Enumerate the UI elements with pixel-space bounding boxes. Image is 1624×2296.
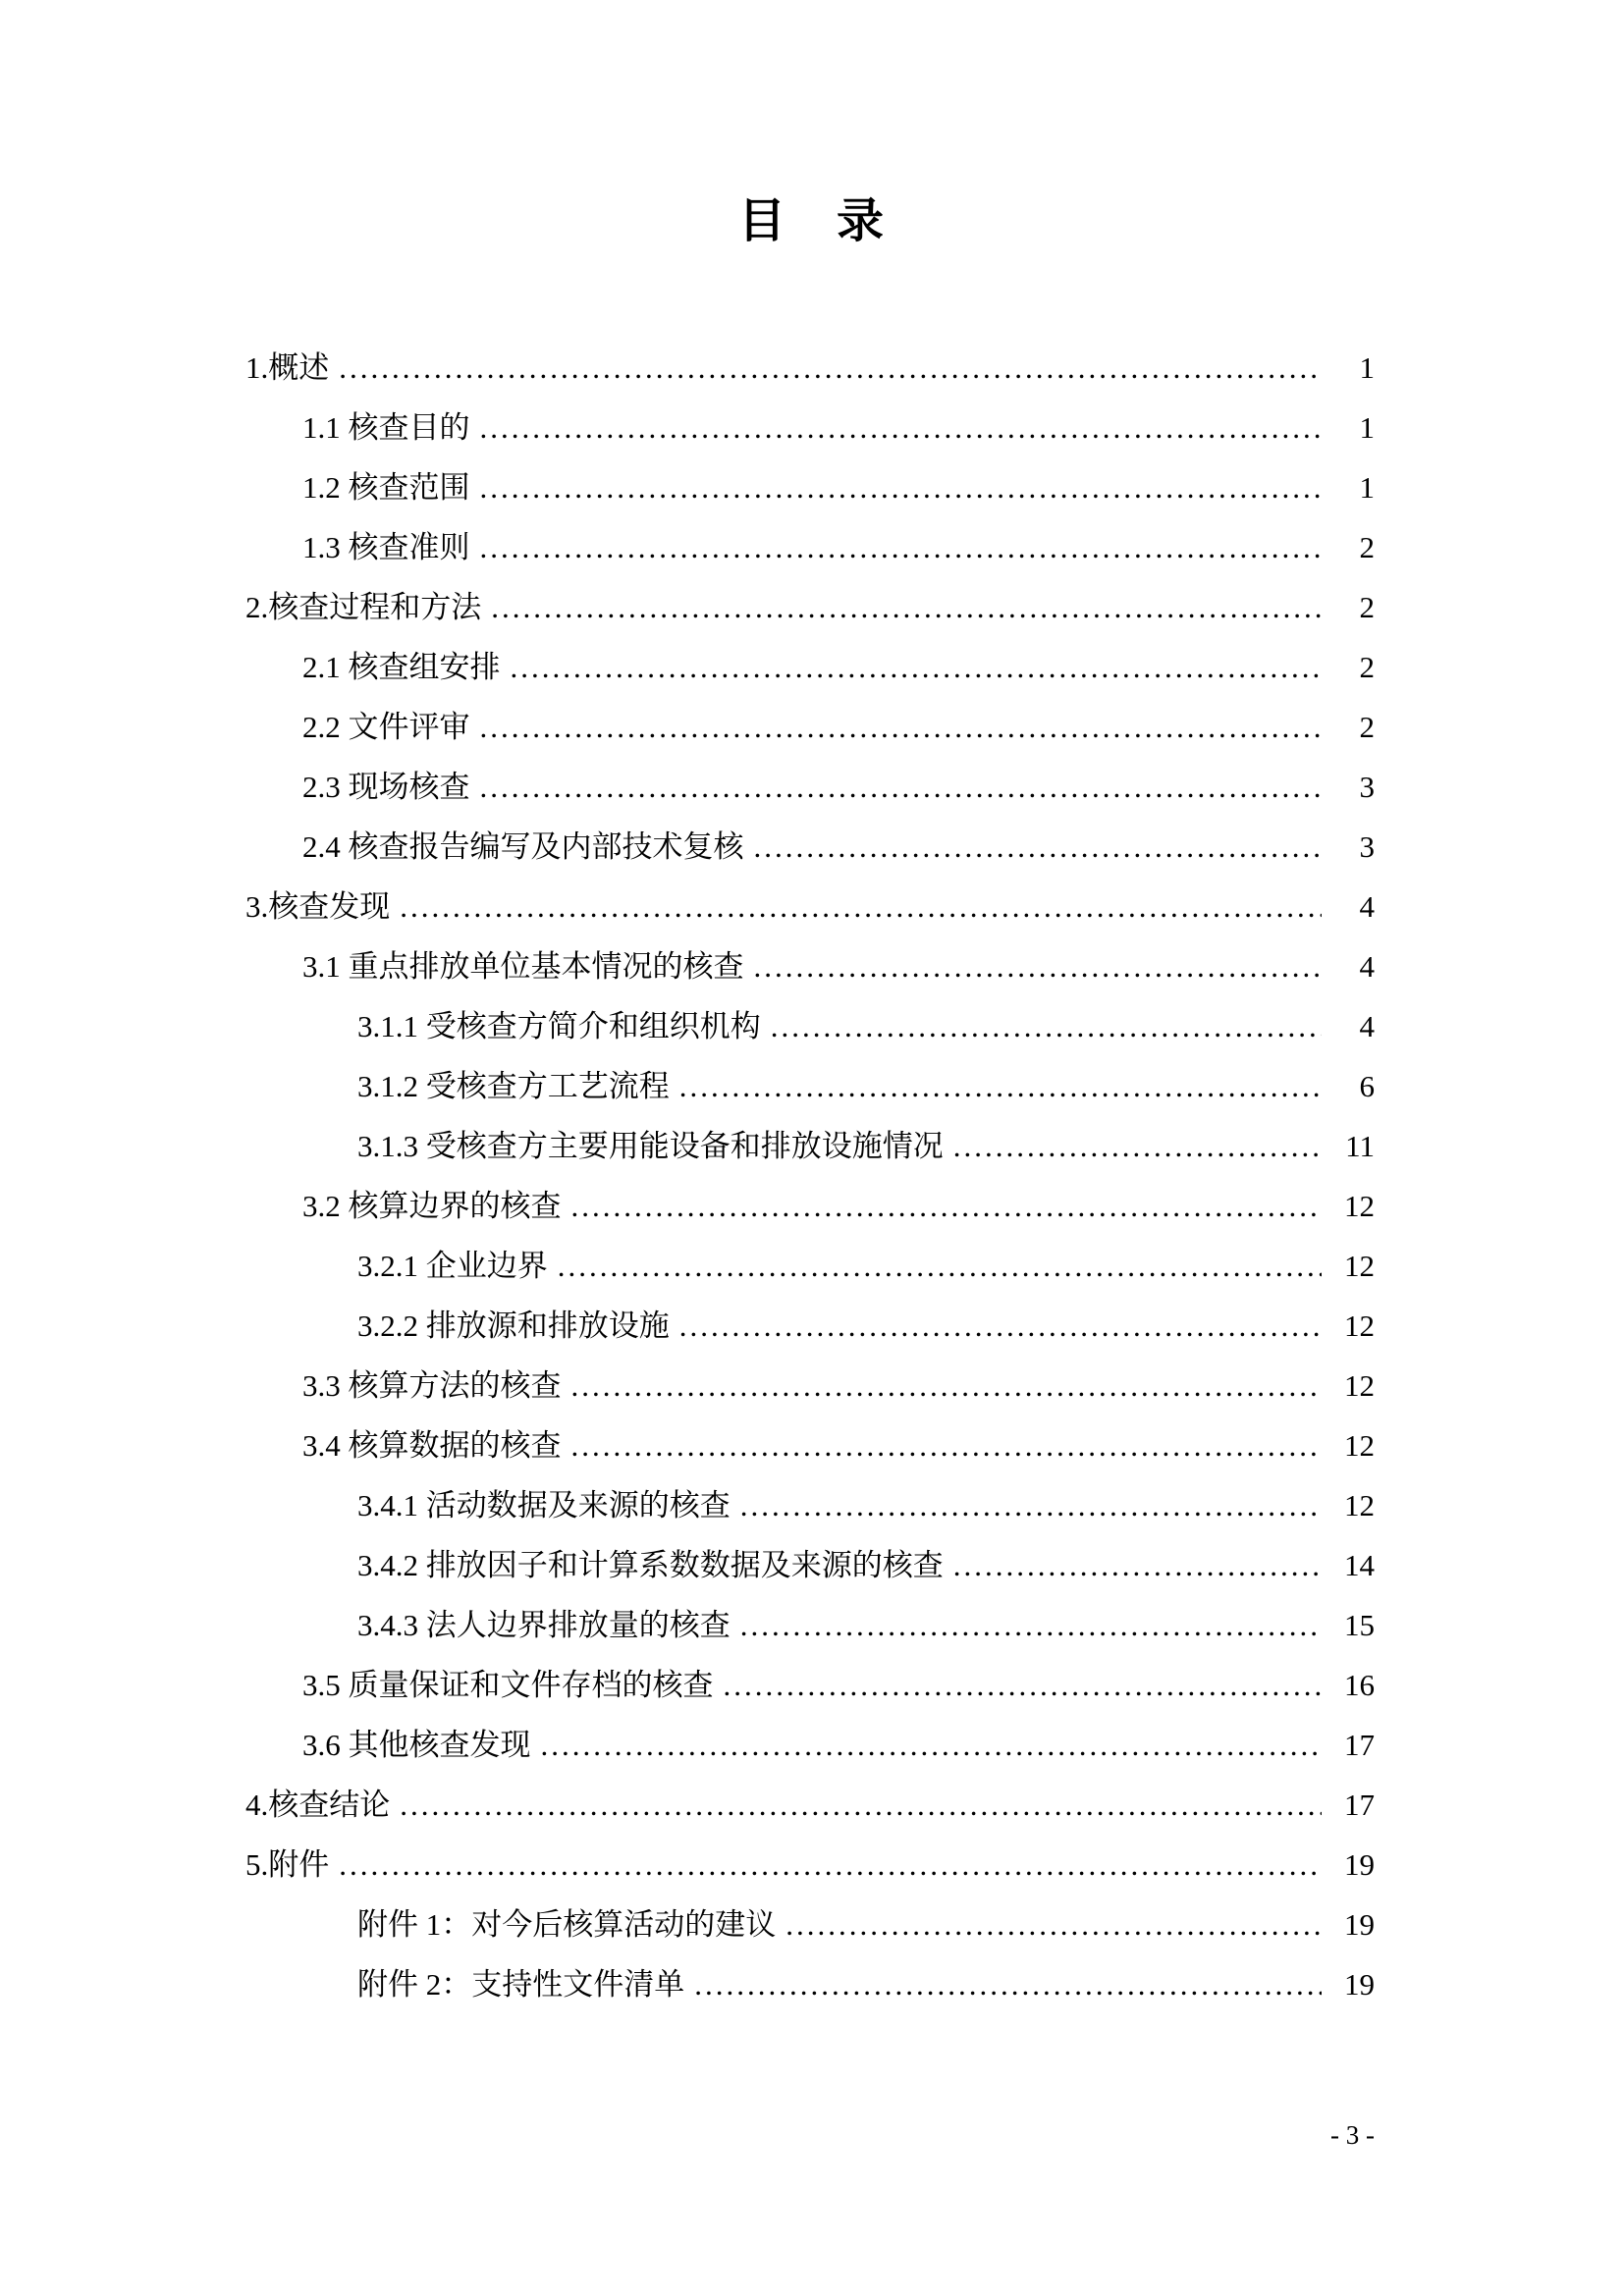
- dot-leader: [771, 996, 1322, 1062]
- page-title: 目 录: [737, 195, 886, 247]
- toc-entry-page: 12: [1344, 1368, 1375, 1403]
- toc-entry[interactable]: [245, 1116, 1375, 1176]
- toc-entry-text: 1.2 核查范围: [302, 470, 470, 505]
- toc-entry[interactable]: [245, 1715, 1375, 1775]
- toc-entry-text: 2.4 核查报告编写及内部技术复核: [302, 829, 744, 864]
- toc-entry-text: 3.1 重点排放单位基本情况的核查: [302, 949, 744, 984]
- toc-entry[interactable]: [245, 1954, 1375, 2014]
- toc-entry-page: 4: [1359, 889, 1375, 924]
- toc-entry[interactable]: [245, 398, 1375, 457]
- toc-entry[interactable]: [245, 697, 1375, 757]
- toc-entry-page: 19: [1344, 1847, 1375, 1882]
- toc-entry-page: 17: [1344, 1728, 1375, 1762]
- dot-leader: [724, 1655, 1323, 1721]
- toc-entry-text: 1.3 核查准则: [302, 530, 470, 564]
- toc-entry-page: 15: [1344, 1608, 1375, 1642]
- toc-entry-page: 19: [1344, 1907, 1375, 1942]
- toc-entry[interactable]: [245, 517, 1375, 577]
- toc-entry-page: 2: [1359, 710, 1375, 744]
- dot-leader: [480, 517, 1323, 583]
- dot-leader: [480, 697, 1323, 763]
- toc-entry-text: 3.3 核算方法的核查: [302, 1368, 562, 1403]
- toc-entry-page: 4: [1359, 1009, 1375, 1043]
- toc-entry-text: 1.1 核查目的: [302, 410, 470, 445]
- toc-list: [245, 338, 1375, 2014]
- dot-leader: [694, 1954, 1322, 2020]
- dot-leader: [679, 1056, 1322, 1122]
- toc-entry-text: 2.3 现场核查: [302, 770, 470, 804]
- toc-entry-text: 3.4.1 活动数据及来源的核查: [357, 1488, 731, 1522]
- toc-entry-text: 3.4.2 排放因子和计算系数数据及来源的核查: [357, 1548, 944, 1582]
- toc-entry-page: 2: [1359, 590, 1375, 624]
- toc-entry[interactable]: [245, 1535, 1375, 1595]
- toc-entry-page: 19: [1344, 1967, 1375, 2002]
- dot-leader: [571, 1415, 1323, 1481]
- toc-entry-text: 2.1 核查组安排: [302, 650, 501, 684]
- dot-leader: [339, 1835, 1322, 1900]
- toc-entry-page: 12: [1344, 1308, 1375, 1343]
- toc-entry-page: 4: [1359, 949, 1375, 984]
- toc-entry-page: 6: [1359, 1069, 1375, 1103]
- toc-entry[interactable]: [245, 1176, 1375, 1236]
- toc-entry[interactable]: [245, 338, 1375, 398]
- dot-leader: [558, 1236, 1322, 1302]
- toc-entry[interactable]: [245, 1835, 1375, 1895]
- dot-leader: [480, 457, 1323, 523]
- toc-entry-page: 12: [1344, 1428, 1375, 1463]
- toc-entry-page: 17: [1344, 1788, 1375, 1822]
- toc-entry-page: 11: [1345, 1129, 1375, 1163]
- toc-entry-page: 12: [1344, 1189, 1375, 1223]
- toc-entry-text: 5.附件: [245, 1847, 330, 1882]
- toc-entry-page: 16: [1344, 1668, 1375, 1702]
- toc-entry-text: 3.1.2 受核查方工艺流程: [357, 1069, 670, 1103]
- dot-leader: [953, 1535, 1322, 1601]
- dot-leader: [571, 1356, 1323, 1421]
- toc-entry-text: 3.1.3 受核查方主要用能设备和排放设施情况: [357, 1129, 944, 1163]
- toc-entry[interactable]: [245, 1415, 1375, 1475]
- toc-entry-text: 3.1.1 受核查方简介和组织机构: [357, 1009, 761, 1043]
- toc-entry-page: 12: [1344, 1488, 1375, 1522]
- toc-entry[interactable]: [245, 817, 1375, 877]
- toc-entry-text: 2.2 文件评审: [302, 710, 470, 744]
- toc-entry-text: 1.概述: [245, 350, 330, 385]
- toc-entry-text: 3.5 质量保证和文件存档的核查: [302, 1668, 714, 1702]
- dot-leader: [400, 877, 1322, 942]
- dot-leader: [511, 637, 1323, 703]
- toc-entry-text: 附件 2：支持性文件清单: [357, 1967, 685, 2002]
- dot-leader: [339, 338, 1322, 403]
- dot-leader: [541, 1715, 1323, 1781]
- page-number: - 3 -: [1330, 2120, 1375, 2150]
- toc-entry-text: 附件 1：对今后核算活动的建议: [357, 1907, 777, 1942]
- toc-entry-text: 3.核查发现: [245, 889, 391, 924]
- toc-entry[interactable]: [245, 457, 1375, 517]
- dot-leader: [400, 1775, 1322, 1841]
- toc-entry-text: 3.6 其他核查发现: [302, 1728, 531, 1762]
- toc-entry[interactable]: [245, 1296, 1375, 1356]
- dot-leader: [491, 577, 1322, 643]
- toc-entry[interactable]: [245, 577, 1375, 637]
- toc-entry-page: 1: [1359, 410, 1375, 445]
- page-footer: [1330, 2120, 1375, 2151]
- toc-entry[interactable]: [245, 1595, 1375, 1655]
- dot-leader: [740, 1475, 1322, 1541]
- dot-leader: [785, 1895, 1322, 1960]
- dot-leader: [679, 1296, 1322, 1362]
- toc-entry-text: 3.2.2 排放源和排放设施: [357, 1308, 670, 1343]
- dot-leader: [953, 1116, 1322, 1182]
- toc-entry-page: 14: [1344, 1548, 1375, 1582]
- toc-entry[interactable]: [245, 637, 1375, 697]
- dot-leader: [740, 1595, 1322, 1661]
- toc-entry-text: 4.核查结论: [245, 1788, 391, 1822]
- toc-entry-page: 1: [1359, 470, 1375, 505]
- dot-leader: [571, 1176, 1323, 1242]
- toc-entry-page: 1: [1359, 350, 1375, 385]
- toc-entry[interactable]: [245, 1775, 1375, 1835]
- dot-leader: [754, 936, 1323, 1002]
- toc-entry-page: 2: [1359, 530, 1375, 564]
- toc-entry-text: 3.4.3 法人边界排放量的核查: [357, 1608, 731, 1642]
- toc-entry[interactable]: [245, 1895, 1375, 1954]
- toc-entry-page: 2: [1359, 650, 1375, 684]
- toc-entry-text: 2.核查过程和方法: [245, 590, 482, 624]
- dot-leader: [754, 817, 1323, 882]
- toc-entry-page: 3: [1359, 829, 1375, 864]
- toc-entry[interactable]: [245, 996, 1375, 1056]
- toc-entry[interactable]: [245, 1655, 1375, 1715]
- dot-leader: [480, 757, 1323, 823]
- toc-entry[interactable]: [245, 877, 1375, 936]
- toc-entry-page: 12: [1344, 1249, 1375, 1283]
- toc-entry[interactable]: [245, 936, 1375, 996]
- toc-entry[interactable]: [245, 757, 1375, 817]
- toc-entry[interactable]: [245, 1236, 1375, 1296]
- toc-entry[interactable]: [245, 1056, 1375, 1116]
- toc-entry-text: 3.2.1 企业边界: [357, 1249, 548, 1283]
- toc-entry-page: 3: [1359, 770, 1375, 804]
- toc-entry-text: 3.2 核算边界的核查: [302, 1189, 562, 1223]
- toc-entry-text: 3.4 核算数据的核查: [302, 1428, 562, 1463]
- toc-entry[interactable]: [245, 1356, 1375, 1415]
- dot-leader: [480, 398, 1323, 463]
- toc-entry[interactable]: [245, 1475, 1375, 1535]
